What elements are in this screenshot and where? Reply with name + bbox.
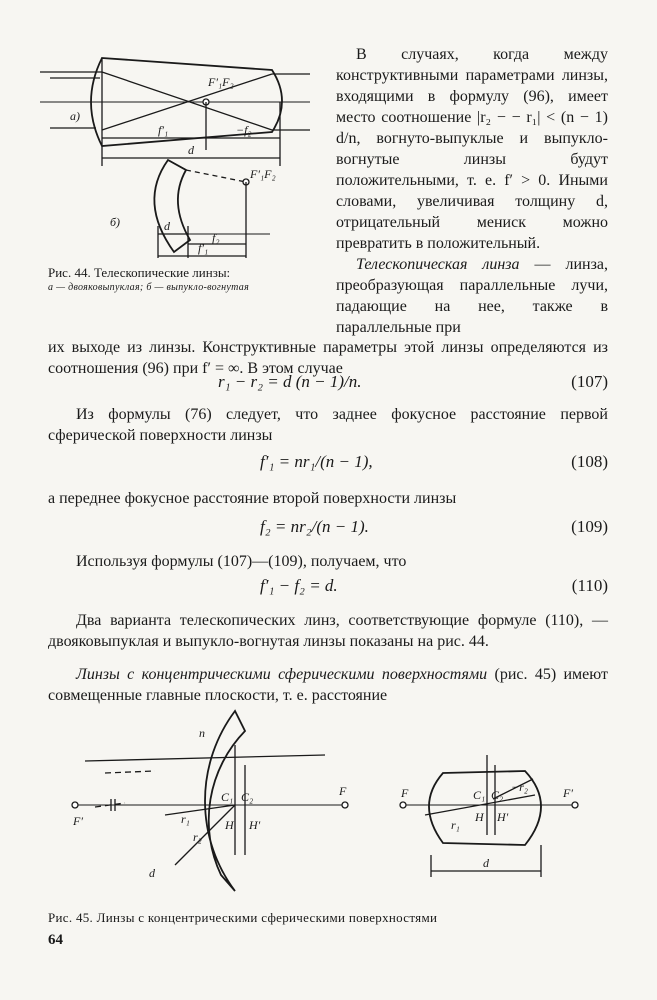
equation-110-formula: f′₁ − f₂ = d. xyxy=(260,576,338,595)
fig45-right-minus-r2-label: −r₂ xyxy=(511,780,528,794)
fig45-H-label: H xyxy=(225,818,234,832)
fig44-d-label-b: d xyxy=(164,219,170,233)
figure-45 xyxy=(45,705,615,905)
concentric-rest: (рис. 45) имеют совмещенные главные плоскости, т. е. расстояние xyxy=(48,666,609,704)
meniscus-lens-outline xyxy=(154,160,190,252)
figure-44 xyxy=(40,30,320,280)
fig45-r2-label: r₂ xyxy=(193,830,202,844)
fig45-right-c2-label: C₂ xyxy=(491,788,504,802)
fig44-focal-label: F′₁F₂ xyxy=(208,75,234,89)
figure-45-drawing xyxy=(45,705,615,905)
fig44-minus-f2-label: −f₂ xyxy=(236,123,252,137)
fig44-f2-label: f₂ xyxy=(212,231,220,245)
fig45-right-d-label: d xyxy=(483,856,489,870)
fig45-right-c1-label: C₁ xyxy=(473,788,486,802)
equation-107-formula: r₁ − r₂ = d (n − 1)/n. xyxy=(218,372,362,391)
fig45-d-label: d xyxy=(149,866,155,880)
paragraph-front-focal: а переднее фокусное расстояние второй поверхности линзы xyxy=(48,490,457,507)
fig45-right-F-prime-label: F′ xyxy=(563,786,573,800)
fig44-label-b: б) xyxy=(110,215,121,229)
equation-107 xyxy=(48,372,608,396)
fig45-right-H-prime-label: H′ xyxy=(497,810,509,824)
equation-107-number: (107) xyxy=(571,372,608,391)
equation-110 xyxy=(48,576,608,600)
paragraph-conditions: В случаях, когда между конструктивными параметрами линзы, входящими в формулу (96), имеет место соотношение |r₂ − − r₁| < (n − 1) d/n, вогнуто-выпуклые и выпукло-вогнутые линзы будут положительными, т. е. f′ > 0. Иными словами, увеличивая толщину d, отрицательный мениск можно превратить в положительный. xyxy=(336,46,608,252)
fig45-r1-label: r₁ xyxy=(181,812,190,826)
fig45-right-H-label: H xyxy=(475,810,484,824)
fig44-label-a: а) xyxy=(70,109,80,123)
fig44-f1-label: f′₁ xyxy=(158,123,169,137)
fig45-F-label: F xyxy=(339,784,347,798)
paragraph-using: Используя формулы (107)—(109), получаем, что xyxy=(76,553,407,570)
caption-44-subtitle: а — двояковыпуклая; б — выпукло-вогнутая xyxy=(48,282,250,293)
equation-108-number: (108) xyxy=(571,452,608,471)
paragraph-two-variants: Два варианта телескопических линз, соответствующие формуле (110), — двояковыпуклая и выпукло-вогнутая линзы показаны на рис. 44. xyxy=(48,612,608,650)
paragraph-telescopic xyxy=(336,254,608,338)
fig44-focal-label-b: F′₁F₂ xyxy=(250,167,276,181)
paragraph-continuation: их выходе из линзы. Конструктивные параметры этой линзы определяются из соотношения (96) при f′ = ∞. В этом случае xyxy=(48,339,608,377)
fig45-c1-label: C₁ xyxy=(221,790,234,804)
fig45-F-prime-label: F′ xyxy=(73,814,83,828)
equation-108 xyxy=(48,452,608,476)
equation-109 xyxy=(48,517,608,541)
right-column-text xyxy=(336,44,608,338)
fig45-right-r1-label: r₁ xyxy=(451,818,460,832)
caption-44 xyxy=(48,265,318,295)
equation-109-number: (109) xyxy=(571,517,608,536)
equation-108-formula: f′₁ = nr₁/(n − 1), xyxy=(260,452,373,471)
fig44-f1-label-b: f′₁ xyxy=(198,241,209,255)
fig45-n-label: n xyxy=(199,726,205,740)
fig45-right-F-label: F xyxy=(401,786,409,800)
equation-110-number: (110) xyxy=(571,576,608,595)
paragraph-concentric xyxy=(48,664,608,706)
figure-44-drawing xyxy=(40,30,320,280)
term-telescopic: Телескопическая линза xyxy=(356,256,520,273)
fig45-c2-label: C₂ xyxy=(241,790,254,804)
caption-44-title: Рис. 44. Телескопические линзы: xyxy=(48,265,231,280)
page-number: 64 xyxy=(48,932,63,948)
caption-45: Рис. 45. Линзы с концентрическими сферическими поверхностями xyxy=(48,910,438,925)
term-concentric: Линзы с концентрическими сферическими поверхностями xyxy=(76,666,488,683)
paragraph-formula-76: Из формулы (76) следует, что заднее фокусное расстояние первой сферической поверхности линзы xyxy=(48,406,608,444)
fig44-d-label: d xyxy=(188,143,194,157)
equation-109-formula: f₂ = nr₂/(n − 1). xyxy=(260,517,369,536)
fig45-H-prime-label: H′ xyxy=(249,818,261,832)
telescopic-definition: — линза, преобразующая параллельные лучи, падающие на нее, также в параллельные при xyxy=(336,256,609,336)
